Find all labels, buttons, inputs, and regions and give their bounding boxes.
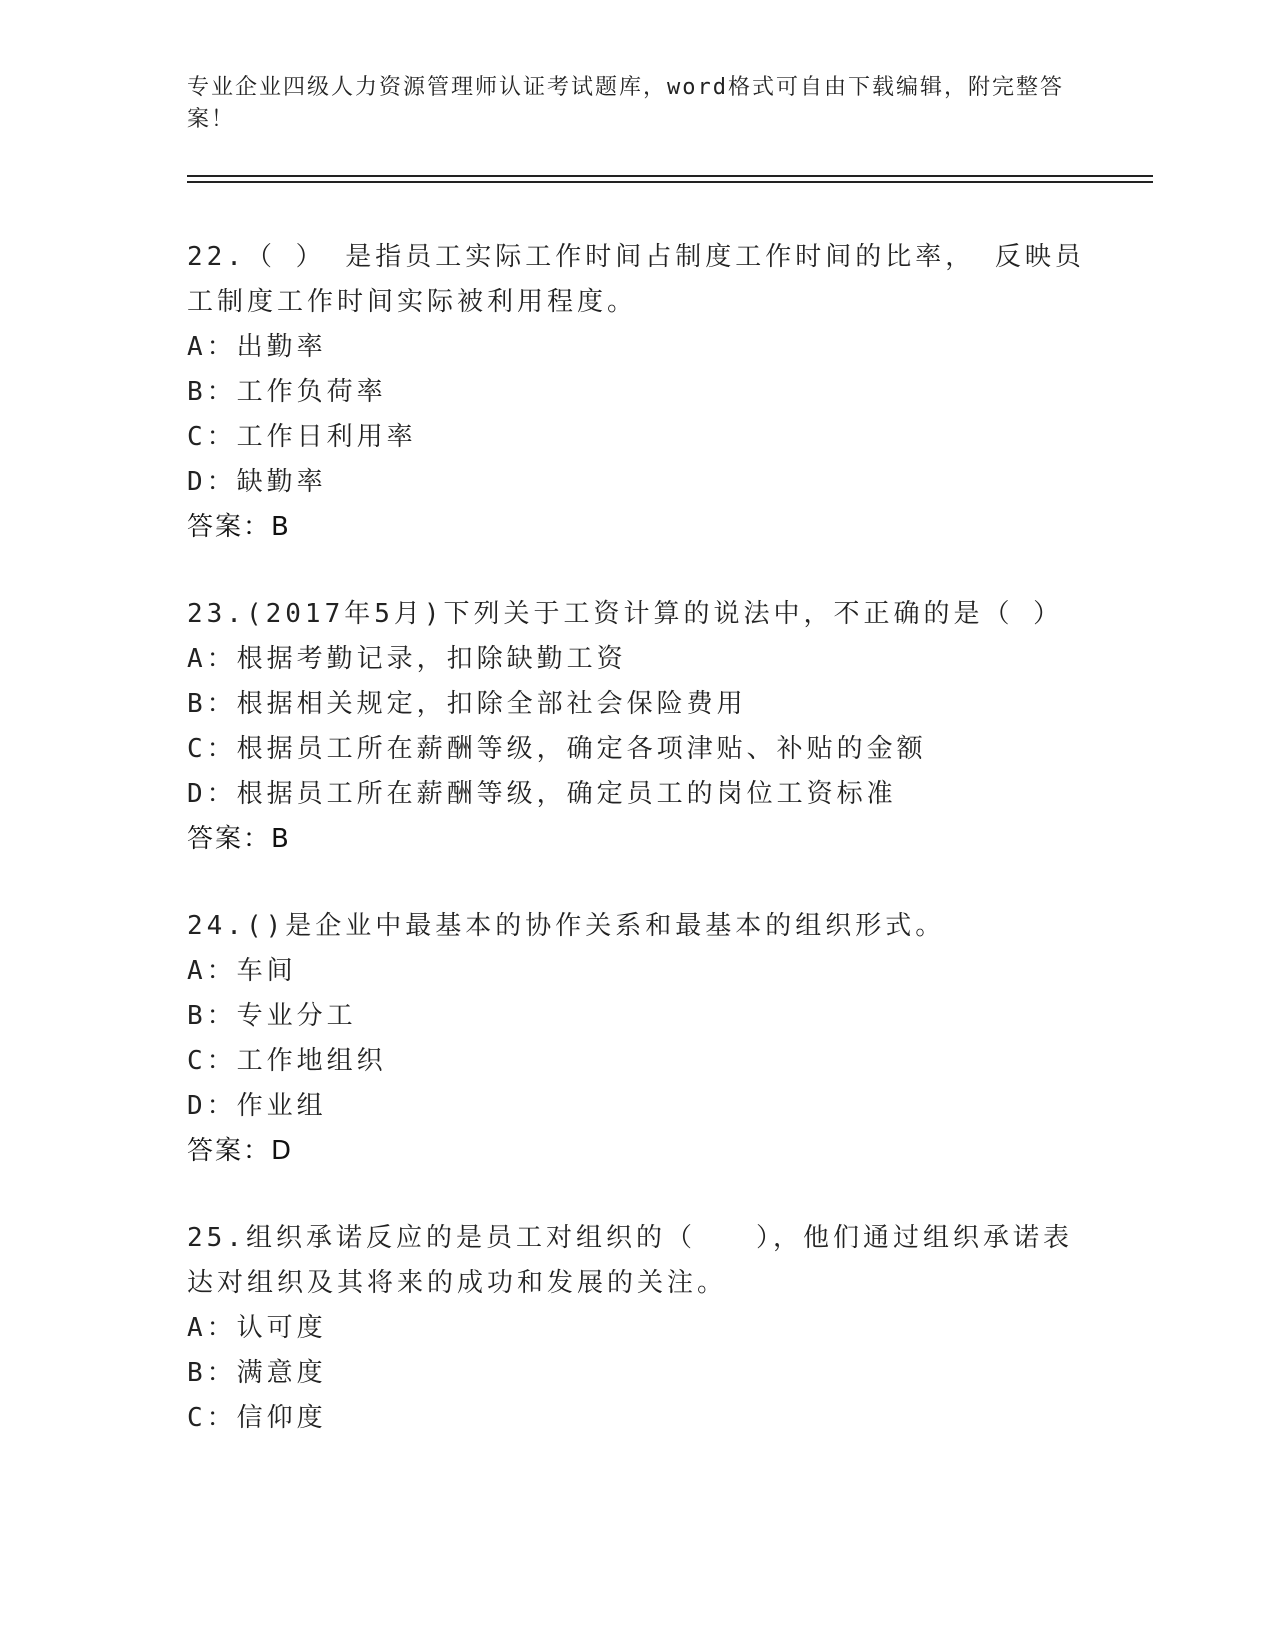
- option-a: A：出勤率: [187, 332, 327, 362]
- question-24: [187, 904, 1087, 1174]
- answer: 答案：B: [187, 824, 291, 854]
- document-header: 专业企业四级人力资源管理师认证考试题库，word格式可自由下载编辑，附完整答案！: [187, 75, 1064, 132]
- option-a: A：认可度: [187, 1313, 327, 1343]
- question-stem: 23.(2017年5月)下列关于工资计算的说法中，不正确的是（ ）: [187, 599, 1064, 629]
- option-d: D：缺勤率: [187, 467, 327, 497]
- header-rule-top: [187, 175, 1153, 177]
- option-c: C：根据员工所在薪酬等级，确定各项津贴、补贴的金额: [187, 734, 927, 764]
- question-stem: 22.（ ） 是指员工实际工作时间占制度工作时间的比率， 反映员工制度工作时间实际被利用程度。: [187, 242, 1085, 317]
- option-d: D：作业组: [187, 1091, 327, 1121]
- option-a: A：根据考勤记录，扣除缺勤工资: [187, 644, 627, 674]
- question-stem: 25.组织承诺反应的是员工对组织的（ ），他们通过组织承诺表达对组织及其将来的成功和发展的关注。: [187, 1223, 1073, 1298]
- question-23: [187, 592, 1087, 862]
- answer: 答案：D: [187, 1136, 294, 1166]
- option-c: C：工作日利用率: [187, 422, 417, 452]
- option-b: B：根据相关规定，扣除全部社会保险费用: [187, 689, 747, 719]
- option-b: B：工作负荷率: [187, 377, 387, 407]
- option-c: C：工作地组织: [187, 1046, 387, 1076]
- question-25: [187, 1216, 1087, 1441]
- option-b: B：专业分工: [187, 1001, 357, 1031]
- option-d: D：根据员工所在薪酬等级，确定员工的岗位工资标准: [187, 779, 897, 809]
- answer: 答案：B: [187, 512, 291, 542]
- question-stem: 24.()是企业中最基本的协作关系和最基本的组织形式。: [187, 911, 946, 941]
- option-c: C：信仰度: [187, 1403, 327, 1433]
- header-rule-bottom: [187, 181, 1153, 183]
- question-list: [187, 235, 1087, 1483]
- question-22: [187, 235, 1087, 550]
- option-b: B：满意度: [187, 1358, 327, 1388]
- option-a: A：车间: [187, 956, 297, 986]
